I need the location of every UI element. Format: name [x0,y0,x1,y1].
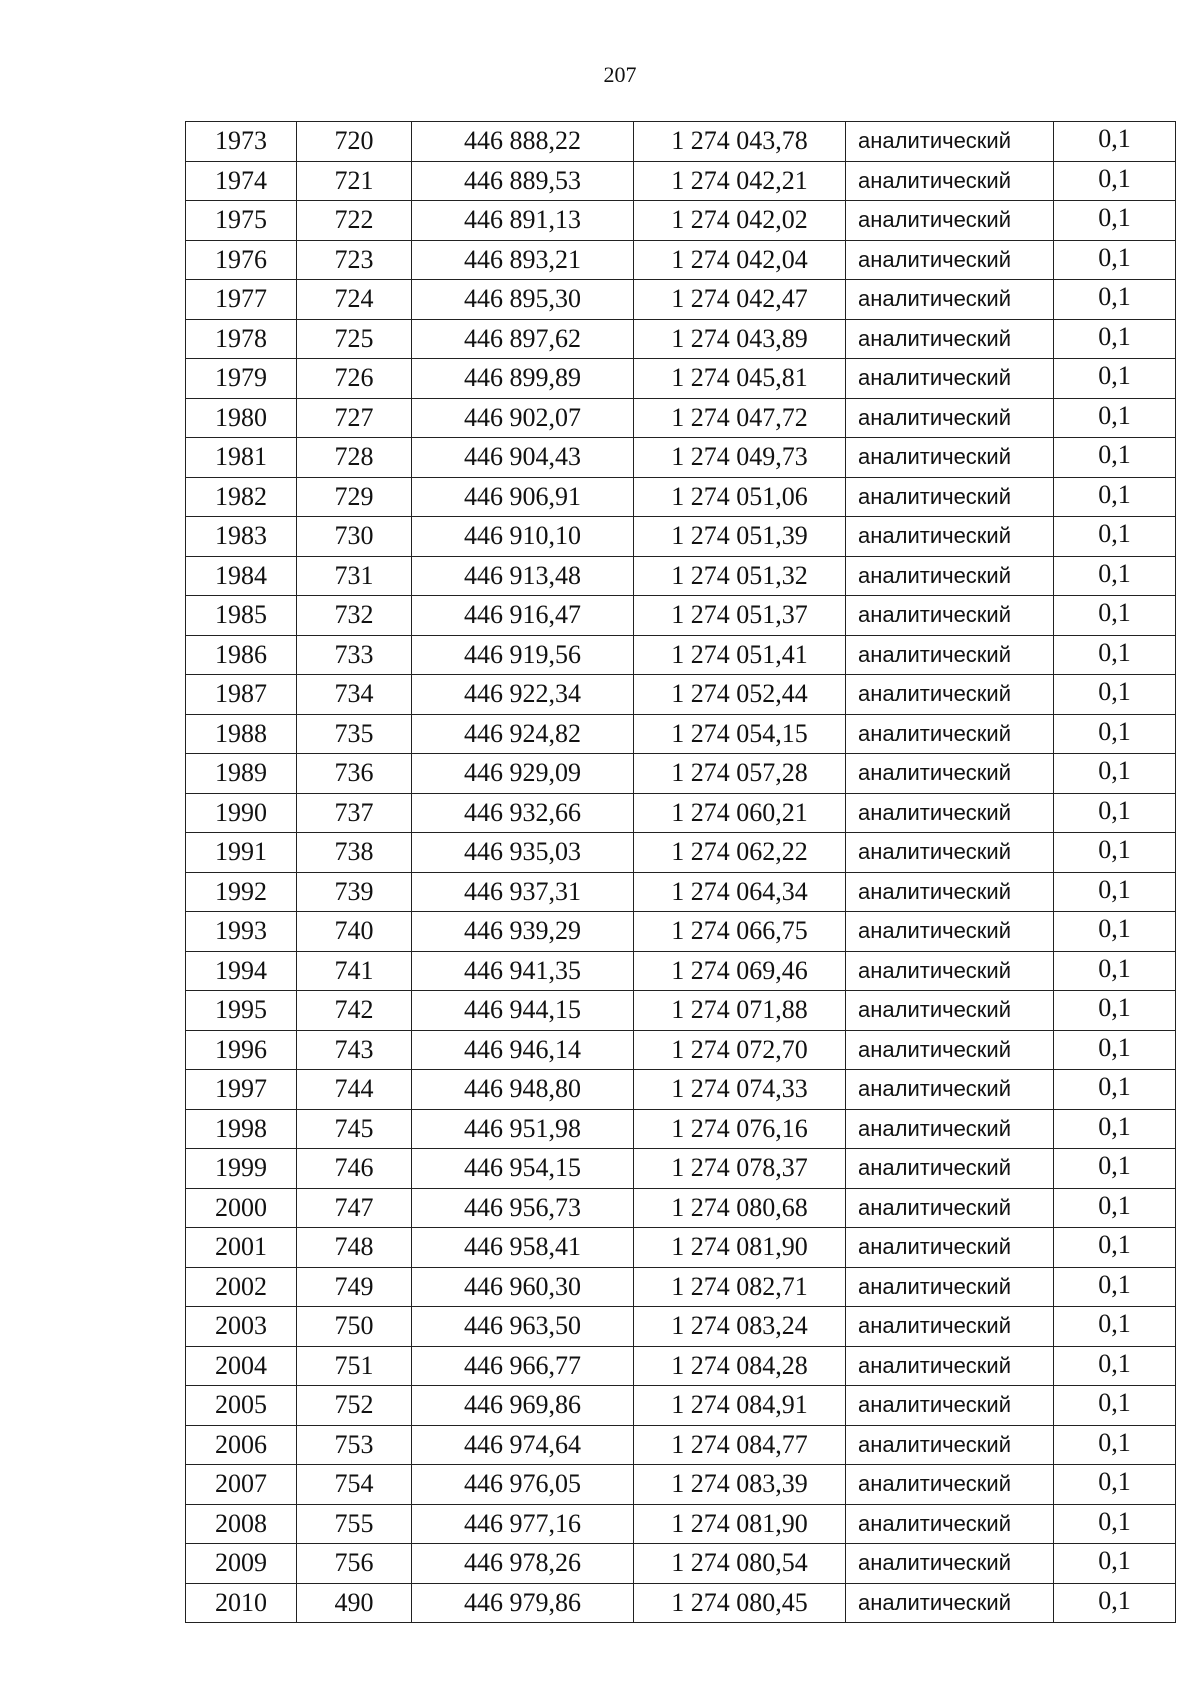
cell-accuracy: 0,1 [1054,1544,1176,1584]
cell-row-number: 2003 [186,1307,297,1347]
cell-x-coordinate: 446 924,82 [412,714,634,754]
cell-accuracy: 0,1 [1054,754,1176,794]
cell-point-number: 756 [297,1544,412,1584]
cell-method: аналитический [846,793,1054,833]
cell-accuracy: 0,1 [1054,398,1176,438]
cell-method: аналитический [846,1188,1054,1228]
cell-point-number: 743 [297,1030,412,1070]
cell-accuracy: 0,1 [1054,1188,1176,1228]
table-row [186,359,1176,399]
cell-row-number: 1978 [186,319,297,359]
cell-point-number: 731 [297,556,412,596]
cell-point-number: 740 [297,912,412,952]
cell-y-coordinate: 1 274 047,72 [634,398,846,438]
cell-y-coordinate: 1 274 081,90 [634,1504,846,1544]
cell-accuracy: 0,1 [1054,1386,1176,1426]
cell-point-number: 721 [297,161,412,201]
cell-y-coordinate: 1 274 083,24 [634,1307,846,1347]
cell-accuracy: 0,1 [1054,1465,1176,1505]
cell-row-number: 1980 [186,398,297,438]
cell-y-coordinate: 1 274 062,22 [634,833,846,873]
table-row [186,1030,1176,1070]
cell-x-coordinate: 446 902,07 [412,398,634,438]
cell-point-number: 728 [297,438,412,478]
table-row [186,1346,1176,1386]
table-row [186,1425,1176,1465]
table-row [186,398,1176,438]
cell-row-number: 1987 [186,675,297,715]
cell-row-number: 2004 [186,1346,297,1386]
cell-point-number: 739 [297,872,412,912]
cell-row-number: 2000 [186,1188,297,1228]
cell-method: аналитический [846,1346,1054,1386]
cell-x-coordinate: 446 937,31 [412,872,634,912]
cell-point-number: 723 [297,240,412,280]
cell-y-coordinate: 1 274 042,04 [634,240,846,280]
cell-point-number: 736 [297,754,412,794]
table-row [186,1386,1176,1426]
cell-x-coordinate: 446 888,22 [412,122,634,162]
cell-x-coordinate: 446 956,73 [412,1188,634,1228]
cell-accuracy: 0,1 [1054,1504,1176,1544]
cell-method: аналитический [846,1267,1054,1307]
cell-x-coordinate: 446 899,89 [412,359,634,399]
cell-row-number: 1999 [186,1149,297,1189]
cell-accuracy: 0,1 [1054,280,1176,320]
cell-accuracy: 0,1 [1054,1346,1176,1386]
cell-point-number: 735 [297,714,412,754]
cell-method: аналитический [846,1070,1054,1110]
cell-accuracy: 0,1 [1054,359,1176,399]
cell-row-number: 1981 [186,438,297,478]
cell-accuracy: 0,1 [1054,201,1176,241]
cell-point-number: 744 [297,1070,412,1110]
cell-row-number: 1995 [186,991,297,1031]
cell-method: аналитический [846,477,1054,517]
cell-x-coordinate: 446 963,50 [412,1307,634,1347]
cell-accuracy: 0,1 [1054,991,1176,1031]
cell-x-coordinate: 446 916,47 [412,596,634,636]
cell-x-coordinate: 446 944,15 [412,991,634,1031]
cell-accuracy: 0,1 [1054,793,1176,833]
cell-row-number: 2001 [186,1228,297,1268]
table-row [186,438,1176,478]
cell-x-coordinate: 446 906,91 [412,477,634,517]
cell-x-coordinate: 446 919,56 [412,635,634,675]
cell-method: аналитический [846,556,1054,596]
cell-x-coordinate: 446 913,48 [412,556,634,596]
cell-method: аналитический [846,438,1054,478]
cell-x-coordinate: 446 979,86 [412,1583,634,1623]
cell-accuracy: 0,1 [1054,240,1176,280]
cell-x-coordinate: 446 939,29 [412,912,634,952]
cell-method: аналитический [846,714,1054,754]
table-row [186,556,1176,596]
cell-x-coordinate: 446 966,77 [412,1346,634,1386]
cell-method: аналитический [846,1386,1054,1426]
cell-x-coordinate: 446 932,66 [412,793,634,833]
cell-y-coordinate: 1 274 078,37 [634,1149,846,1189]
cell-x-coordinate: 446 893,21 [412,240,634,280]
table-row [186,1267,1176,1307]
cell-y-coordinate: 1 274 043,78 [634,122,846,162]
cell-x-coordinate: 446 935,03 [412,833,634,873]
cell-accuracy: 0,1 [1054,1583,1176,1623]
cell-y-coordinate: 1 274 043,89 [634,319,846,359]
cell-method: аналитический [846,161,1054,201]
cell-method: аналитический [846,1425,1054,1465]
cell-accuracy: 0,1 [1054,438,1176,478]
cell-point-number: 742 [297,991,412,1031]
table-row [186,240,1176,280]
table-row [186,1149,1176,1189]
cell-y-coordinate: 1 274 071,88 [634,991,846,1031]
cell-y-coordinate: 1 274 069,46 [634,951,846,991]
cell-row-number: 1976 [186,240,297,280]
cell-method: аналитический [846,675,1054,715]
cell-x-coordinate: 446 976,05 [412,1465,634,1505]
cell-row-number: 1989 [186,754,297,794]
cell-accuracy: 0,1 [1054,1425,1176,1465]
cell-point-number: 747 [297,1188,412,1228]
cell-row-number: 2010 [186,1583,297,1623]
table-row [186,951,1176,991]
cell-row-number: 1982 [186,477,297,517]
cell-point-number: 490 [297,1583,412,1623]
cell-method: аналитический [846,635,1054,675]
cell-y-coordinate: 1 274 074,33 [634,1070,846,1110]
table-row [186,1504,1176,1544]
cell-row-number: 1993 [186,912,297,952]
table-row [186,1070,1176,1110]
cell-row-number: 1979 [186,359,297,399]
cell-method: аналитический [846,319,1054,359]
cell-row-number: 1984 [186,556,297,596]
cell-point-number: 720 [297,122,412,162]
cell-row-number: 1983 [186,517,297,557]
cell-accuracy: 0,1 [1054,1228,1176,1268]
cell-x-coordinate: 446 889,53 [412,161,634,201]
cell-y-coordinate: 1 274 084,91 [634,1386,846,1426]
cell-accuracy: 0,1 [1054,517,1176,557]
cell-y-coordinate: 1 274 051,41 [634,635,846,675]
cell-method: аналитический [846,912,1054,952]
cell-y-coordinate: 1 274 080,54 [634,1544,846,1584]
cell-row-number: 1991 [186,833,297,873]
cell-row-number: 1973 [186,122,297,162]
cell-method: аналитический [846,517,1054,557]
cell-x-coordinate: 446 969,86 [412,1386,634,1426]
cell-point-number: 724 [297,280,412,320]
cell-x-coordinate: 446 958,41 [412,1228,634,1268]
cell-point-number: 741 [297,951,412,991]
cell-y-coordinate: 1 274 052,44 [634,675,846,715]
cell-method: аналитический [846,122,1054,162]
table-row [186,122,1176,162]
table-row [186,201,1176,241]
cell-row-number: 2009 [186,1544,297,1584]
cell-accuracy: 0,1 [1054,122,1176,162]
table-row [186,1307,1176,1347]
cell-row-number: 1998 [186,1109,297,1149]
cell-y-coordinate: 1 274 051,39 [634,517,846,557]
cell-accuracy: 0,1 [1054,951,1176,991]
table-row [186,1544,1176,1584]
cell-accuracy: 0,1 [1054,1109,1176,1149]
cell-method: аналитический [846,201,1054,241]
cell-row-number: 1975 [186,201,297,241]
table-row [186,754,1176,794]
cell-point-number: 729 [297,477,412,517]
cell-row-number: 2002 [186,1267,297,1307]
cell-y-coordinate: 1 274 064,34 [634,872,846,912]
cell-method: аналитический [846,1030,1054,1070]
cell-accuracy: 0,1 [1054,912,1176,952]
cell-accuracy: 0,1 [1054,833,1176,873]
table-row [186,635,1176,675]
cell-x-coordinate: 446 891,13 [412,201,634,241]
cell-accuracy: 0,1 [1054,1149,1176,1189]
table-row [186,1583,1176,1623]
cell-y-coordinate: 1 274 042,47 [634,280,846,320]
cell-row-number: 1986 [186,635,297,675]
cell-row-number: 1974 [186,161,297,201]
cell-method: аналитический [846,833,1054,873]
cell-y-coordinate: 1 274 084,28 [634,1346,846,1386]
cell-y-coordinate: 1 274 076,16 [634,1109,846,1149]
table-row [186,280,1176,320]
cell-point-number: 755 [297,1504,412,1544]
cell-y-coordinate: 1 274 051,06 [634,477,846,517]
cell-x-coordinate: 446 929,09 [412,754,634,794]
cell-row-number: 1988 [186,714,297,754]
cell-method: аналитический [846,1465,1054,1505]
cell-method: аналитический [846,1228,1054,1268]
cell-point-number: 750 [297,1307,412,1347]
cell-x-coordinate: 446 922,34 [412,675,634,715]
cell-x-coordinate: 446 951,98 [412,1109,634,1149]
cell-point-number: 753 [297,1425,412,1465]
table-row [186,793,1176,833]
cell-accuracy: 0,1 [1054,1070,1176,1110]
cell-method: аналитический [846,596,1054,636]
cell-point-number: 737 [297,793,412,833]
cell-method: аналитический [846,1307,1054,1347]
cell-method: аналитический [846,398,1054,438]
cell-x-coordinate: 446 948,80 [412,1070,634,1110]
cell-method: аналитический [846,240,1054,280]
cell-method: аналитический [846,991,1054,1031]
table-row [186,872,1176,912]
cell-point-number: 722 [297,201,412,241]
cell-method: аналитический [846,1544,1054,1584]
cell-y-coordinate: 1 274 072,70 [634,1030,846,1070]
cell-y-coordinate: 1 274 080,45 [634,1583,846,1623]
cell-row-number: 1992 [186,872,297,912]
cell-method: аналитический [846,951,1054,991]
cell-point-number: 745 [297,1109,412,1149]
cell-row-number: 2006 [186,1425,297,1465]
cell-point-number: 748 [297,1228,412,1268]
cell-accuracy: 0,1 [1054,1307,1176,1347]
coordinates-table [185,121,1176,1623]
cell-row-number: 2005 [186,1386,297,1426]
cell-x-coordinate: 446 974,64 [412,1425,634,1465]
cell-x-coordinate: 446 904,43 [412,438,634,478]
cell-y-coordinate: 1 274 051,32 [634,556,846,596]
cell-point-number: 730 [297,517,412,557]
cell-y-coordinate: 1 274 049,73 [634,438,846,478]
cell-y-coordinate: 1 274 082,71 [634,1267,846,1307]
cell-y-coordinate: 1 274 042,02 [634,201,846,241]
cell-accuracy: 0,1 [1054,635,1176,675]
cell-y-coordinate: 1 274 057,28 [634,754,846,794]
cell-method: аналитический [846,1149,1054,1189]
table-row [186,161,1176,201]
cell-accuracy: 0,1 [1054,714,1176,754]
cell-point-number: 726 [297,359,412,399]
table-row [186,714,1176,754]
cell-accuracy: 0,1 [1054,477,1176,517]
cell-accuracy: 0,1 [1054,596,1176,636]
cell-y-coordinate: 1 274 045,81 [634,359,846,399]
cell-row-number: 1997 [186,1070,297,1110]
cell-y-coordinate: 1 274 084,77 [634,1425,846,1465]
cell-x-coordinate: 446 897,62 [412,319,634,359]
cell-point-number: 751 [297,1346,412,1386]
cell-point-number: 752 [297,1386,412,1426]
cell-method: аналитический [846,1504,1054,1544]
cell-y-coordinate: 1 274 051,37 [634,596,846,636]
cell-y-coordinate: 1 274 042,21 [634,161,846,201]
table-row [186,596,1176,636]
cell-point-number: 754 [297,1465,412,1505]
cell-y-coordinate: 1 274 066,75 [634,912,846,952]
table-row [186,675,1176,715]
cell-method: аналитический [846,1109,1054,1149]
cell-y-coordinate: 1 274 081,90 [634,1228,846,1268]
cell-x-coordinate: 446 977,16 [412,1504,634,1544]
cell-y-coordinate: 1 274 080,68 [634,1188,846,1228]
page-number: 207 [603,62,637,87]
cell-y-coordinate: 1 274 060,21 [634,793,846,833]
cell-y-coordinate: 1 274 083,39 [634,1465,846,1505]
table-row [186,319,1176,359]
cell-x-coordinate: 446 978,26 [412,1544,634,1584]
cell-row-number: 1985 [186,596,297,636]
table-row [186,991,1176,1031]
cell-method: аналитический [846,872,1054,912]
cell-row-number: 1990 [186,793,297,833]
cell-accuracy: 0,1 [1054,675,1176,715]
cell-accuracy: 0,1 [1054,556,1176,596]
table-row [186,517,1176,557]
cell-x-coordinate: 446 941,35 [412,951,634,991]
cell-accuracy: 0,1 [1054,872,1176,912]
cell-point-number: 727 [297,398,412,438]
cell-x-coordinate: 446 895,30 [412,280,634,320]
cell-point-number: 734 [297,675,412,715]
cell-accuracy: 0,1 [1054,161,1176,201]
cell-method: аналитический [846,359,1054,399]
cell-x-coordinate: 446 910,10 [412,517,634,557]
cell-point-number: 749 [297,1267,412,1307]
cell-point-number: 746 [297,1149,412,1189]
table-row [186,1228,1176,1268]
table-row [186,833,1176,873]
coordinates-table-body [186,122,1176,1623]
table-row [186,1465,1176,1505]
cell-y-coordinate: 1 274 054,15 [634,714,846,754]
cell-x-coordinate: 446 960,30 [412,1267,634,1307]
cell-row-number: 1977 [186,280,297,320]
cell-accuracy: 0,1 [1054,1267,1176,1307]
cell-row-number: 1996 [186,1030,297,1070]
cell-row-number: 1994 [186,951,297,991]
cell-method: аналитический [846,1583,1054,1623]
cell-accuracy: 0,1 [1054,1030,1176,1070]
cell-point-number: 725 [297,319,412,359]
cell-point-number: 732 [297,596,412,636]
cell-method: аналитический [846,754,1054,794]
cell-method: аналитический [846,280,1054,320]
table-row [186,477,1176,517]
table-row [186,912,1176,952]
cell-row-number: 2008 [186,1504,297,1544]
cell-x-coordinate: 446 946,14 [412,1030,634,1070]
cell-accuracy: 0,1 [1054,319,1176,359]
cell-point-number: 738 [297,833,412,873]
cell-point-number: 733 [297,635,412,675]
table-row [186,1109,1176,1149]
cell-x-coordinate: 446 954,15 [412,1149,634,1189]
table-row [186,1188,1176,1228]
cell-row-number: 2007 [186,1465,297,1505]
